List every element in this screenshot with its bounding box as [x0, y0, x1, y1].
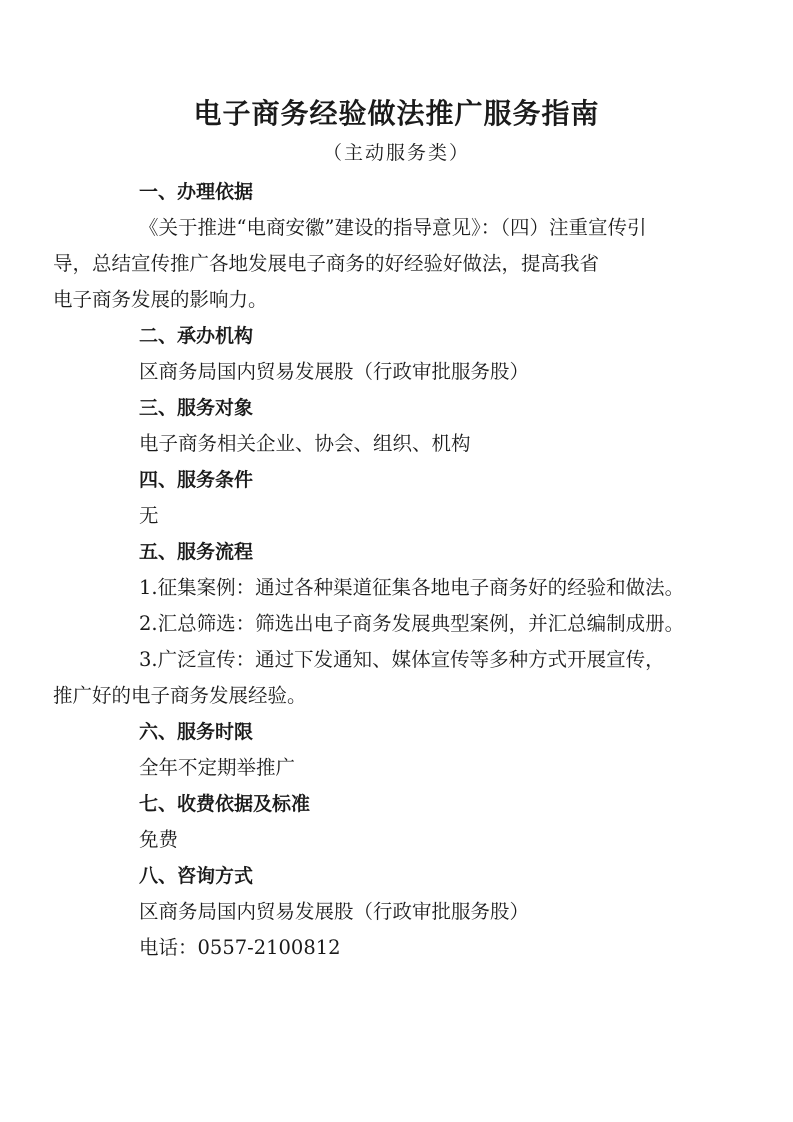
- process-step-3-line-2: 推广好的电子商务发展经验。: [53, 684, 307, 707]
- section-heading-contact: 八、咨询方式: [139, 865, 254, 887]
- process-step-3-line-1: 3.广泛宣传：通过下发通知、媒体宣传等多种方式开展宣传，: [139, 648, 665, 671]
- section-heading-time-limit: 六、服务时限: [139, 721, 254, 743]
- agency-text: 区商务局国内贸易发展股（行政审批服务股）: [139, 360, 530, 383]
- target-text: 电子商务相关企业、协会、组织、机构: [139, 432, 471, 455]
- section-heading-conditions: 四、服务条件: [139, 469, 254, 491]
- document-subtitle: （主动服务类）: [322, 142, 470, 164]
- contact-office: 区商务局国内贸易发展股（行政审批服务股）: [139, 900, 530, 923]
- section-heading-target: 三、服务对象: [139, 397, 254, 419]
- document-title: 电子商务经验做法推广服务指南: [193, 97, 600, 130]
- time-limit-text: 全年不定期举推广: [139, 756, 296, 779]
- basis-line-1: 《关于推进“电商安徽”建设的指导意见》：（四）注重宣传引: [139, 216, 647, 239]
- process-step-2: 2.汇总筛选：筛选出电子商务发展典型案例，并汇总编制成册。: [139, 612, 685, 635]
- section-heading-basis: 一、办理依据: [139, 181, 254, 203]
- section-heading-process: 五、服务流程: [139, 541, 254, 563]
- fees-text: 免费: [139, 828, 179, 851]
- basis-line-2: 导，总结宣传推广各地发展电子商务的好经验好做法，提高我省: [53, 252, 600, 275]
- document-body: [53, 174, 702, 966]
- process-step-3: [53, 642, 702, 714]
- basis-line-3: 电子商务发展的影响力。: [53, 288, 268, 311]
- section-heading-agency: 二、承办机构: [139, 325, 254, 347]
- section-heading-fees: 七、收费依据及标准: [139, 793, 311, 815]
- conditions-text: 无: [139, 504, 159, 527]
- contact-phone: 电话：0557-2100812: [139, 936, 341, 959]
- process-step-1: 1.征集案例：通过各种渠道征集各地电子商务好的经验和做法。: [139, 576, 685, 599]
- basis-paragraph: [53, 210, 702, 318]
